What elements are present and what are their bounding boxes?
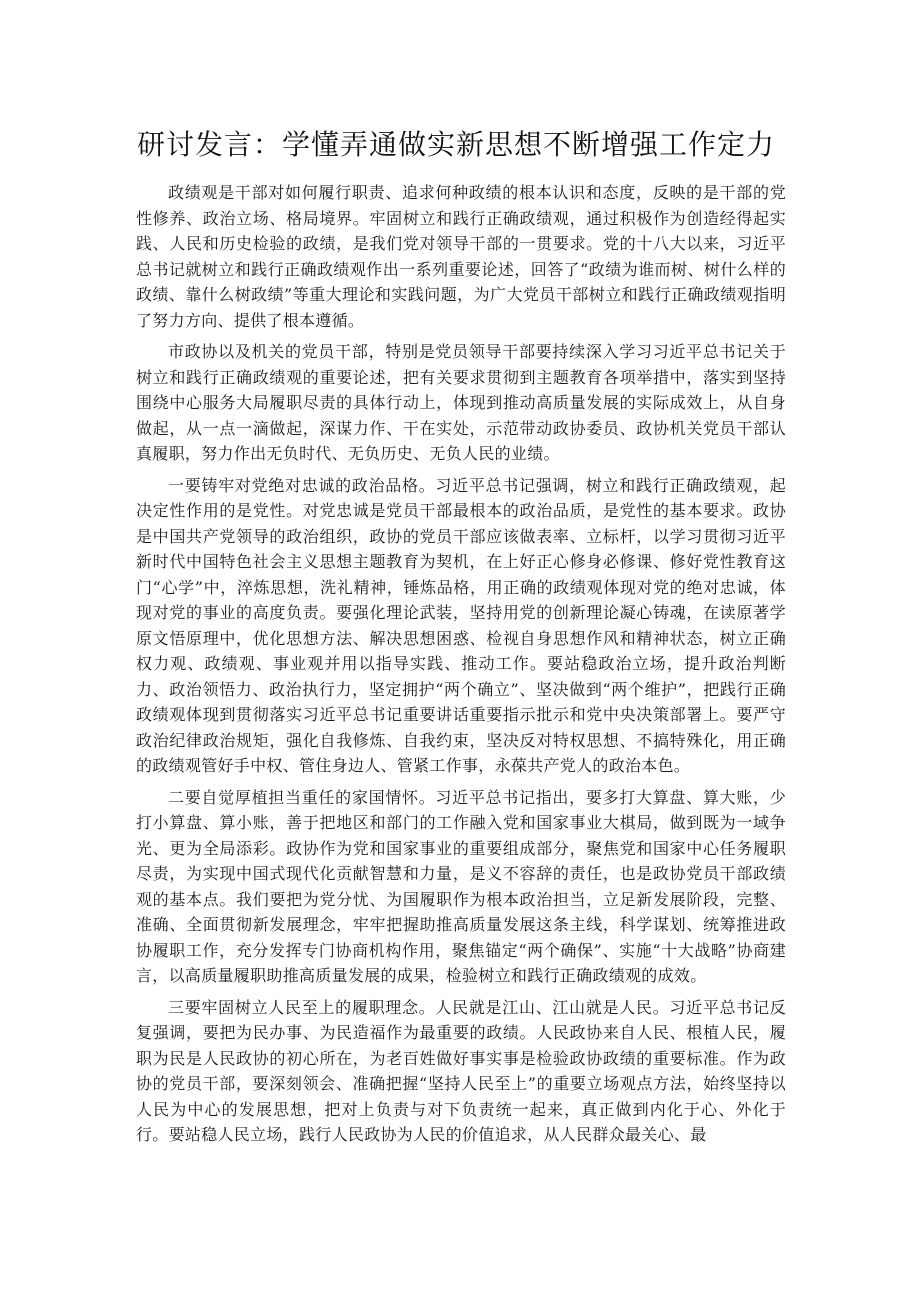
article-body bbox=[136, 180, 786, 1148]
paragraph-point-one: 一要铸牢对党绝对忠诚的政治品格。习近平总书记强调，树立和践行正确政绩观，起决定性作用的是党性。对党忠诚是党员干部最根本的政治品质，是党性的基本要求。政协是中国共产党领导的政治组织，政协的党员干部应该做表率、立标杆，以学习贯彻习近平新时代中国特色社会主义思想主题教育为契机，在上好正心修身必修课、修好党性教育这门“心学”中，淬炼思想，洗礼精神，锤炼品格，用正确的政绩观体现对党的绝对忠诚，体现对党的事业的高度负责。要强化理论武装，坚持用党的创新理论凝心铸魂，在读原著学原文悟原理中，优化思想方法、解决思想困惑、检视自身思想作风和精神状态，树立正确权力观、政绩观、事业观并用以指导实践、推动工作。要站稳政治立场，提升政治判断力、政治领悟力、政治执行力，坚定拥护“两个确立”、坚决做到“两个维护”，把践行正确政绩观体现到贯彻落实习近平总书记重要讲话重要指示批示和党中央决策部署上。要严守政治纪律政治规矩，强化自我修炼、自我约束，坚决反对特权思想、不搞特殊化，用正确的政绩观管好手中权、管住身边人、管紧工作事，永葆共产党人的政治本色。 bbox=[136, 475, 786, 775]
page-title: 研讨发言：学懂弄通做实新思想不断增强工作定力 bbox=[137, 128, 776, 161]
paragraph-point-two: 二要自觉厚植担当重任的家国情怀。习近平总书记指出，要多打大算盘、算大账，少打小算盘、算小账，善于把地区和部门的工作融入党和国家事业大棋局，做到既为一域争光、更为全局添彩。政协作为党和国家事业的重要组成部分，聚焦党和国家中心任务履职尽责，为实现中国式现代化贡献智慧和力量，是义不容辞的责任，也是政协党员干部政绩观的基本点。我们要把为党分忧、为国履职作为根本政治担当，立足新发展阶段，完整、准确、全面贯彻新发展理念，牢牢把握助推高质量发展这条主线，科学谋划、统筹推进政协履职工作，充分发挥专门协商机构作用，聚焦锚定“两个确保”、实施“十大战略”协商建言，以高质量履职助推高质量发展的成果，检验树立和践行正确政绩观的成效。 bbox=[136, 787, 786, 985]
paragraph-overview: 市政协以及机关的党员干部，特别是党员领导干部要持续深入学习习近平总书记关于树立和践行正确政绩观的重要论述，把有关要求贯彻到主题教育各项举措中，落实到坚持围绕中心服务大局履职尽责的具体行动上，体现到推动高质量发展的实际成效上，从自身做起，从一点一滴做起，深谋力作、干在实处，示范带动政协委员、政协机关党员干部认真履职，努力作出无负时代、无负历史、无负人民的业绩。 bbox=[136, 342, 786, 463]
paragraph-intro: 政绩观是干部对如何履行职责、追求何种政绩的根本认识和态度，反映的是干部的党性修养、政治立场、格局境界。牢固树立和践行正确政绩观，通过积极作为创造经得起实践、人民和历史检验的政绩，是我们党对领导干部的一贯要求。党的十八大以来，习近平总书记就树立和践行正确政绩观作出一系列重要论述，回答了“政绩为谁而树、树什么样的政绩、靠什么树政绩”等重大理论和实践问题，为广大党员干部树立和践行正确政绩观指明了努力方向、提供了根本遵循。 bbox=[136, 183, 786, 330]
paragraph-point-three: 三要牢固树立人民至上的履职理念。人民就是江山、江山就是人民。习近平总书记反复强调，要把为民办事、为民造福作为最重要的政绩。人民政协来自人民、根植人民，履职为民是人民政协的初心所在，为老百姓做好事实事是检验政协政绩的重要标准。作为政协的党员干部，要深刻领会、准确把握“坚持人民至上”的重要立场观点方法，始终坚持以人民为中心的发展思想，把对上负责与对下负责统一起来，真正做到内化于心、外化于行。要站稳人民立场，践行人民政协为人民的价值追求，从人民群众最关心、最 bbox=[136, 997, 786, 1144]
